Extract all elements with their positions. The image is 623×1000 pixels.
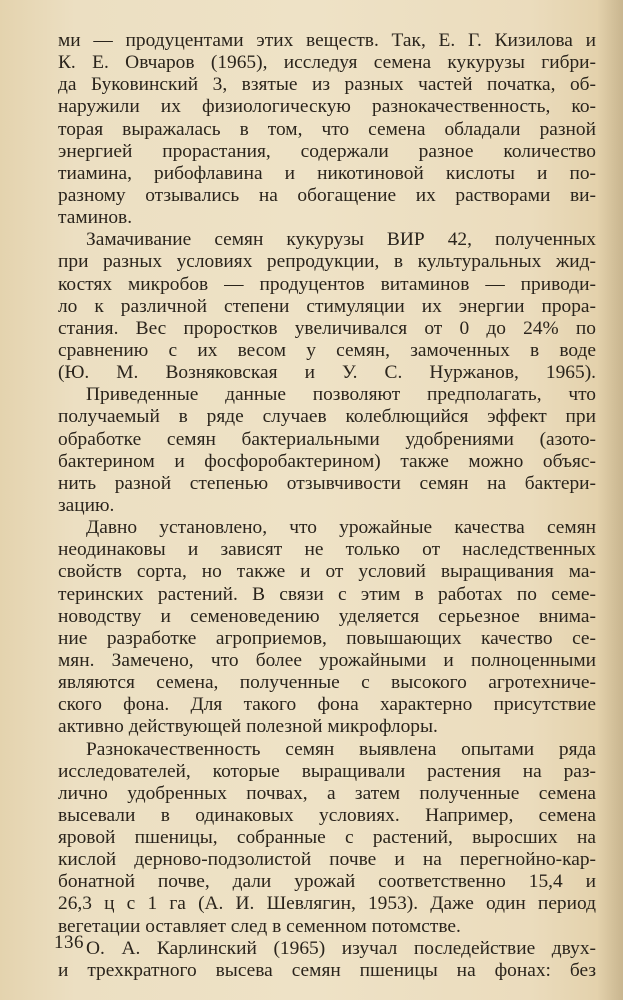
text-line: бактерином и фосфоробактерином) также можно объяс- [58, 450, 596, 472]
text-line: неодинаковы и зависят не только от наследственных [58, 539, 596, 561]
text-line: и трехкратного высева семян пшеницы на фонах: без [58, 959, 596, 981]
text-line: вегетации оставляет след в семенном потомстве. [58, 915, 461, 937]
text-line: 26,3 ц с 1 га (А. И. Шевлягин, 1953). Даже один период [58, 893, 596, 915]
text-line: торая выражалась в том, что семена обладали разной [58, 118, 596, 140]
paragraph-first-line: Давно установлено, что урожайные качества семян [86, 517, 596, 539]
page-edge-shadow [597, 0, 623, 1000]
text-line: наружили их физиологическую разнокачественность, ко- [58, 96, 596, 118]
body-text [58, 30, 596, 982]
text-line: зацию. [58, 494, 115, 516]
paragraph-first-line: Приведенные данные позволяют предполагать, что [86, 384, 596, 406]
paragraph-first-line: Замачивание семян кукурузы ВИР 42, полученных [86, 229, 596, 251]
text-line: ние разработке агроприемов, повышающих качество се- [58, 627, 596, 649]
text-line: обработке семян бактериальными удобрениями (азото- [58, 428, 596, 450]
text-line: исследователей, которые выращивали растения на раз- [58, 760, 596, 782]
text-line: таминов. [58, 207, 133, 229]
text-line: лично удобренных почвах, а затем полученные семена [58, 782, 596, 804]
text-line: стания. Вес проростков увеличивался от 0 до 24% по [58, 317, 596, 339]
text-line: да Буковинский 3, взятые из разных частей початка, об- [58, 74, 596, 96]
text-line: кислой дерново-подзолистой почве и на перегнойно-кар- [58, 849, 596, 871]
text-line: новодству и семеноведению уделяется серьезное внима- [58, 605, 596, 627]
page-number: 136 [54, 932, 84, 953]
text-line: сравнению с их весом у семян, замоченных в воде [58, 339, 596, 361]
text-line: К. Е. Овчаров (1965), исследуя семена кукурузы гибри- [58, 52, 596, 74]
text-line: яровой пшеницы, собранные с растений, выросших на [58, 827, 596, 849]
text-line: высевали в одинаковых условиях. Например, семена [58, 804, 596, 826]
text-line: ми — продуцентами этих веществ. Так, Е. Г. Кизилова и [58, 30, 596, 51]
paragraph-first-line: Разнокачественность семян выявлена опытами ряда [86, 738, 596, 760]
text-line: свойств сорта, но также и от условий выращивания ма- [58, 561, 596, 583]
text-line: костях микробов — продуцентов витаминов — приводи- [58, 273, 596, 295]
text-line: при разных условиях репродукции, в культуральных жид- [58, 251, 596, 273]
text-line: активно действующей полезной микрофлоры. [58, 716, 438, 738]
text-line: разному отзывались на обогащение их растворами ви- [58, 184, 596, 206]
text-line: нить разной степенью отзывчивости семян на бактери- [58, 472, 596, 494]
text-line: теринских растений. В связи с этим в работах по семе- [58, 583, 596, 605]
text-line: (Ю. М. Возняковская и У. С. Нуржанов, 1965). [58, 362, 596, 384]
paragraph-first-line: О. А. Карлинский (1965) изучал последействие двух- [86, 937, 596, 959]
text-line: получаемый в ряде случаев колеблющийся эффект при [58, 406, 596, 428]
text-line: являются семена, полученные с высокого агротехниче- [58, 672, 596, 694]
text-line: бонатной почве, дали урожай соответственно 15,4 и [58, 871, 596, 893]
text-line: энергией прорастания, содержали разное количество [58, 140, 596, 162]
text-line: тиамина, рибофлавина и никотиновой кислоты и по- [58, 162, 596, 184]
text-line: ло к различной степени стимуляции их энергии прора- [58, 295, 596, 317]
text-line: ского фона. Для такого фона характерно присутствие [58, 694, 596, 716]
text-line: мян. Замечено, что более урожайными и полноценными [58, 649, 596, 671]
